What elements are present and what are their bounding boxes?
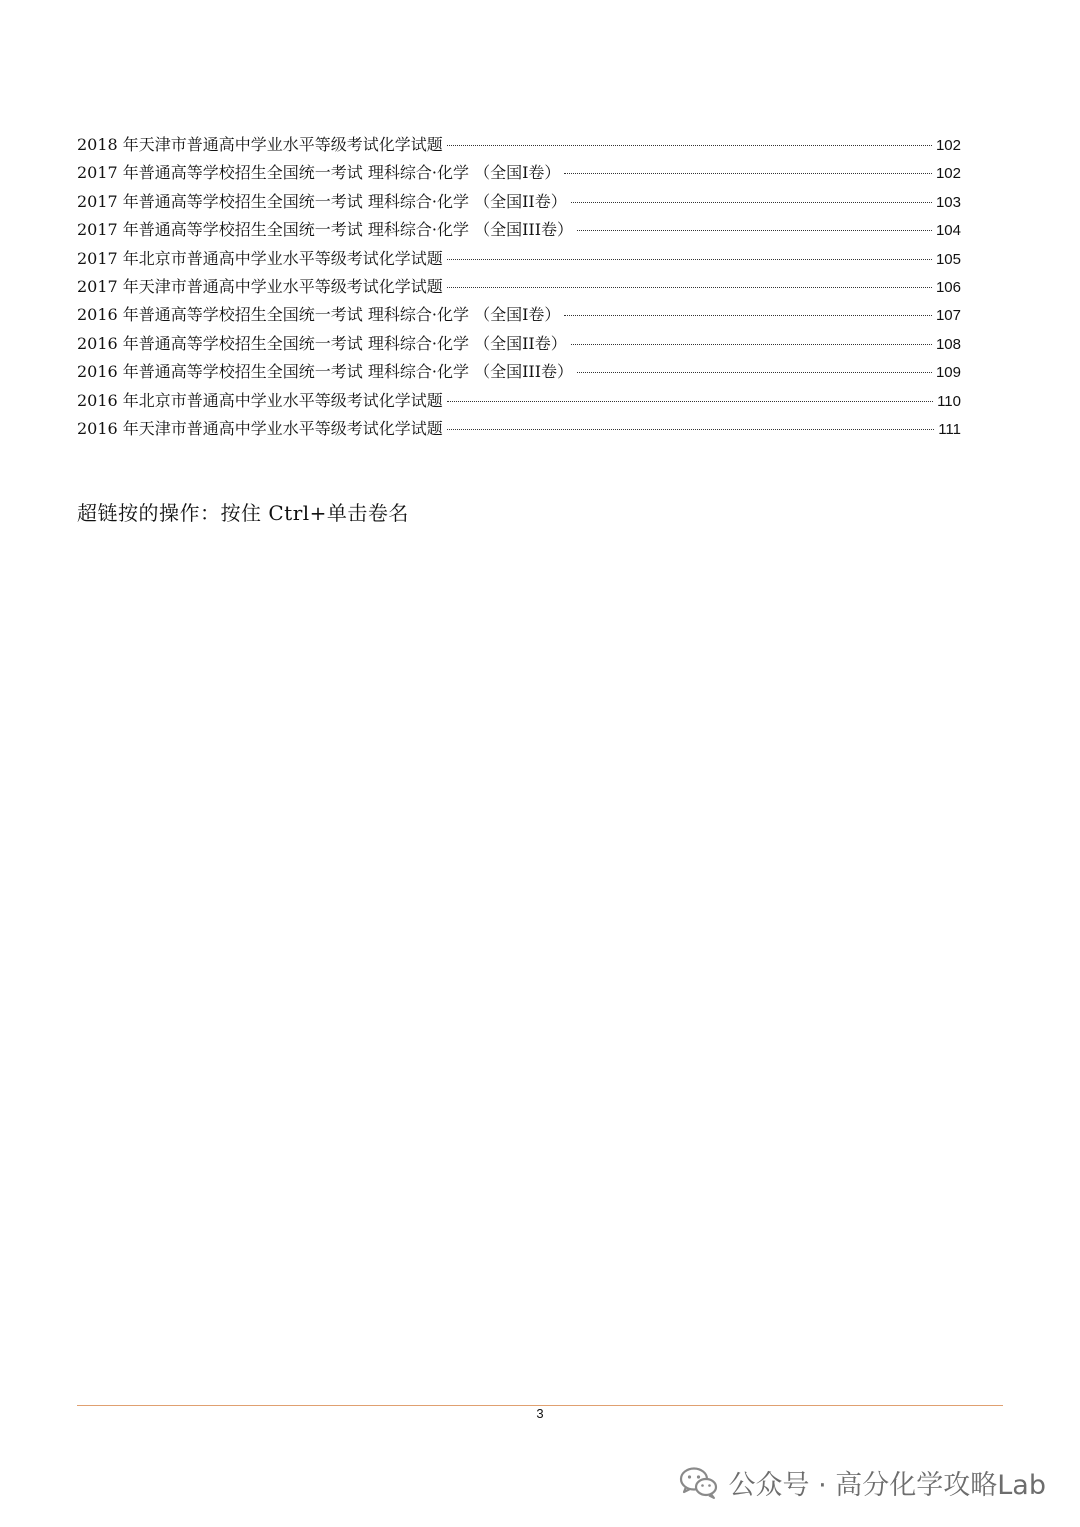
toc-entry-title[interactable]: 2017 年天津市普通高中学业水平等级考试化学试题 bbox=[77, 276, 443, 296]
toc-entry-page: 106 bbox=[935, 278, 961, 296]
toc-entry-page: 107 bbox=[935, 307, 961, 325]
toc-entry-title[interactable]: 2017 年普通高等学校招生全国统一考试 理科综合·化学 （全国II卷） bbox=[77, 191, 567, 211]
toc-entry[interactable] bbox=[77, 358, 961, 386]
toc-entry-title[interactable]: 2016 年普通高等学校招生全国统一考试 理科综合·化学 （全国I卷） bbox=[77, 305, 561, 325]
toc-entry-title[interactable]: 2018 年天津市普通高中学业水平等级考试化学试题 bbox=[77, 135, 443, 154]
toc-entry-page: 102 bbox=[935, 165, 961, 183]
toc-entry[interactable] bbox=[77, 387, 961, 415]
toc-leader-dots bbox=[571, 202, 932, 203]
toc-entry-page: 110 bbox=[937, 392, 961, 410]
table-of-contents bbox=[77, 131, 961, 443]
toc-entry-title[interactable]: 2017 年普通高等学校招生全国统一考试 理科综合·化学 （全国III卷） bbox=[77, 220, 574, 240]
wechat-icon bbox=[679, 1466, 719, 1500]
toc-entry[interactable] bbox=[77, 216, 961, 244]
toc-entry-page: 104 bbox=[935, 222, 961, 240]
hyperlink-hint: 超链按的操作：按住 Ctrl+单击卷名 bbox=[77, 501, 409, 525]
toc-entry-title[interactable]: 2016 年普通高等学校招生全国统一考试 理科综合·化学 （全国II卷） bbox=[77, 333, 567, 353]
toc-entry[interactable] bbox=[77, 245, 961, 273]
toc-leader-dots bbox=[564, 173, 932, 174]
toc-entry[interactable] bbox=[77, 415, 961, 443]
toc-leader-dots bbox=[571, 344, 932, 345]
toc-entry-title[interactable]: 2016 年天津市普通高中学业水平等级考试化学试题 bbox=[77, 418, 443, 438]
toc-entry-title[interactable]: 2017 年北京市普通高中学业水平等级考试化学试题 bbox=[77, 248, 443, 268]
toc-entry-page: 109 bbox=[935, 364, 961, 382]
toc-entry-page: 111 bbox=[938, 420, 961, 438]
watermark-text: 公众号 · 高分化学攻略Lab bbox=[728, 1470, 1046, 1501]
toc-entry[interactable] bbox=[77, 159, 961, 187]
toc-leader-dots bbox=[447, 145, 932, 146]
toc-entry[interactable] bbox=[77, 301, 961, 329]
toc-entry[interactable] bbox=[77, 131, 961, 159]
toc-entry-title[interactable]: 2016 年普通高等学校招生全国统一考试 理科综合·化学 （全国III卷） bbox=[77, 362, 574, 382]
toc-entry[interactable] bbox=[77, 188, 961, 216]
toc-entry-title[interactable]: 2016 年北京市普通高中学业水平等级考试化学试题 bbox=[77, 390, 443, 410]
toc-leader-dots bbox=[447, 401, 933, 402]
watermark bbox=[679, 1463, 1046, 1502]
toc-entry-page: 103 bbox=[935, 193, 961, 211]
toc-entry-page: 108 bbox=[935, 335, 961, 353]
toc-leader-dots bbox=[447, 287, 932, 288]
toc-entry[interactable] bbox=[77, 330, 961, 358]
toc-leader-dots bbox=[577, 372, 932, 373]
page-number: 3 bbox=[536, 1406, 544, 1421]
toc-entry-title[interactable]: 2017 年普通高等学校招生全国统一考试 理科综合·化学 （全国I卷） bbox=[77, 163, 561, 183]
toc-leader-dots bbox=[447, 259, 932, 260]
toc-entry[interactable] bbox=[77, 273, 961, 301]
toc-entry-page: 102 bbox=[935, 137, 961, 154]
toc-leader-dots bbox=[577, 230, 932, 231]
toc-leader-dots bbox=[564, 315, 932, 316]
toc-entry-page: 105 bbox=[935, 250, 961, 268]
toc-leader-dots bbox=[447, 429, 934, 430]
